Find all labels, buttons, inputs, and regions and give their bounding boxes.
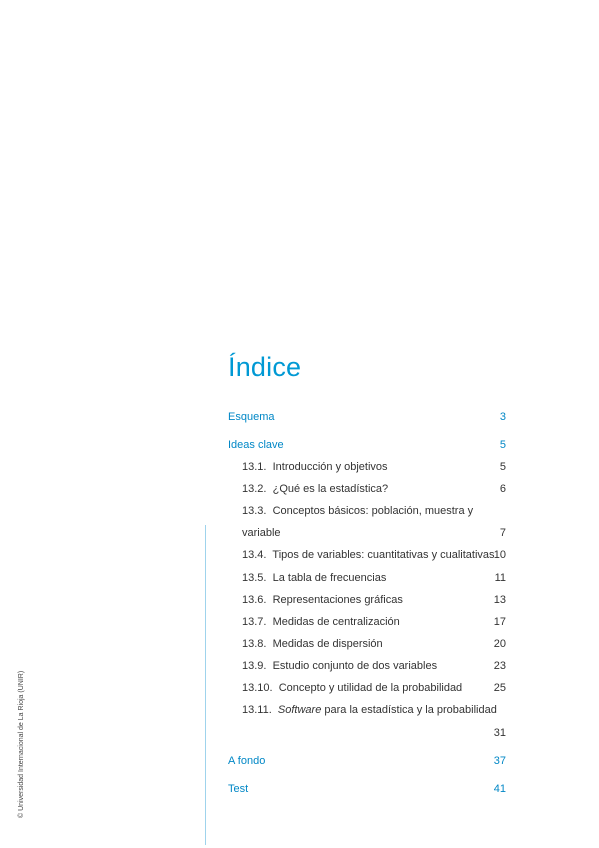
toc-entry-13-11-page[interactable] — [228, 723, 506, 743]
toc-entry-number: 13.5. — [242, 572, 267, 584]
toc-entry-test[interactable] — [228, 779, 506, 799]
toc-entry-label: Introducción y objetivos — [272, 461, 388, 473]
toc-entry-label: Tipos de variables: cuantitativas y cualitativas — [272, 549, 495, 561]
toc-entry-13-1[interactable] — [228, 457, 506, 477]
toc-entry-esquema[interactable] — [228, 407, 506, 427]
toc-entry-label: Conceptos básicos: población, muestra y — [272, 505, 474, 517]
toc-entry-13-9[interactable] — [228, 656, 506, 676]
toc-entry-13-5[interactable] — [228, 568, 506, 588]
toc-entry-label: La tabla de frecuencias — [272, 572, 387, 584]
toc-entry-ideas-clave[interactable] — [228, 435, 506, 455]
vertical-rule — [205, 525, 206, 845]
toc-entry-label: Representaciones gráficas — [272, 594, 403, 606]
toc-entry-label: Esquema — [228, 411, 275, 423]
copyright-credit: © Universidad Internacional de La Rioja (UNIR) — [18, 670, 25, 818]
toc-entry-number: 13.6. — [242, 594, 267, 606]
toc-page-number: 7 — [499, 527, 506, 539]
toc-entry-13-10[interactable] — [228, 678, 506, 698]
toc-entry-number: 13.7. — [242, 616, 267, 628]
toc-entry-13-3-cont[interactable] — [228, 523, 506, 543]
toc-entry-number: 13.3. — [242, 505, 267, 517]
toc-entry-label: Test — [228, 783, 249, 795]
toc-entry-number: 13.9. — [242, 660, 267, 672]
toc-entry-13-2[interactable] — [228, 479, 506, 499]
toc-page-number: 31 — [493, 727, 506, 739]
toc-entry-label: ¿Qué es la estadística? — [272, 483, 389, 495]
toc-page-number: 3 — [499, 411, 506, 423]
toc-page-number: 11 — [494, 572, 506, 584]
toc-entry-13-3[interactable] — [228, 501, 506, 521]
toc-entry-13-8[interactable] — [228, 634, 506, 654]
toc-page-number: 23 — [493, 660, 506, 672]
toc-entry-13-6[interactable] — [228, 590, 506, 610]
toc-entry-13-4[interactable] — [228, 545, 506, 565]
toc-page-number: 25 — [493, 682, 506, 694]
toc-entry-number: 13.8. — [242, 638, 267, 650]
toc-entry-number: 13.4. — [242, 549, 267, 561]
toc-page-number: 20 — [493, 638, 506, 650]
toc-entry-number: 13.10. — [242, 682, 273, 694]
toc-page-number: 6 — [499, 483, 506, 495]
toc-page-number: 41 — [493, 783, 506, 795]
toc-entry-label: Ideas clave — [228, 439, 284, 451]
toc-entry-13-11[interactable] — [228, 700, 506, 720]
toc-entry-13-7[interactable] — [228, 612, 506, 632]
toc-entry-label-continuation: variable — [242, 527, 281, 539]
toc-entry-a-fondo[interactable] — [228, 751, 506, 771]
toc-page-number: 37 — [493, 755, 506, 767]
toc-page-number: 5 — [499, 461, 506, 473]
toc-entry-label: Estudio conjunto de dos variables — [272, 660, 438, 672]
toc-entry-label: para la estadística y la probabilidad — [321, 704, 497, 716]
toc-entry-label: Concepto y utilidad de la probabilidad — [278, 682, 463, 694]
page-title: Índice — [228, 352, 302, 382]
toc-page-number: 17 — [493, 616, 506, 628]
toc-page-number: 5 — [499, 439, 506, 451]
toc-entry-number: 13.2. — [242, 483, 267, 495]
toc-entry-number: 13.11. — [242, 704, 272, 716]
toc-page-number: 13 — [493, 594, 506, 606]
toc-entry-label: Medidas de centralización — [272, 616, 400, 628]
toc-page-number: 10 — [493, 549, 506, 561]
toc-entry-label: Medidas de dispersión — [272, 638, 383, 650]
toc-entry-number: 13.1. — [242, 461, 267, 473]
toc-entry-label: A fondo — [228, 755, 266, 767]
toc-entry-label-italic: Software — [277, 704, 322, 716]
